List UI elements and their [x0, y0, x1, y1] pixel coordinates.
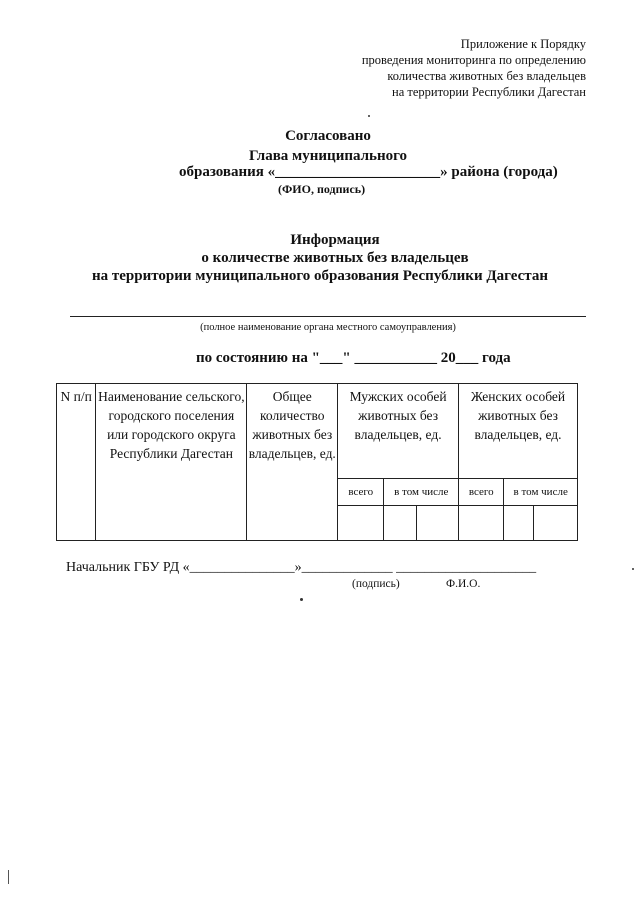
scan-edge-mark — [8, 870, 9, 884]
signature-caption: (подпись) — [352, 578, 400, 590]
header-total-animals: Общее количество животных без владельцев, ед. — [247, 384, 338, 541]
approval-subtitle: Глава муниципального — [248, 148, 408, 164]
cell-female-incl-2 — [533, 506, 577, 541]
header-male-total: всего — [338, 479, 384, 506]
header-male-including: в том числе — [384, 479, 459, 506]
header-settlement-name: Наименование сельского, городского поселения или городского округа Республики Дагестан — [96, 384, 247, 541]
approval-municipality-line: образования «______________________» района (города) — [179, 164, 558, 180]
date-line: по состоянию на "___" ___________ 20___ года — [196, 350, 511, 366]
org-name-caption: (полное наименование органа местного самоуправления) — [200, 322, 456, 333]
appendix-line-1: Приложение к Порядку — [460, 37, 586, 51]
header-female-total: всего — [459, 479, 504, 506]
appendix-block — [362, 36, 586, 100]
cell-female-total — [459, 506, 504, 541]
header-male: Мужских особей животных без владельцев, ед. — [338, 384, 459, 479]
cell-male-incl-2 — [416, 506, 458, 541]
approval-note: (ФИО, подпись) — [278, 182, 366, 196]
cell-male-incl-1 — [384, 506, 416, 541]
header-female: Женских особей животных без владельцев, ед. — [459, 384, 578, 479]
org-name-rule — [70, 316, 586, 317]
scan-speck — [300, 598, 303, 601]
info-subtitle: о количестве животных без владельцев — [201, 250, 469, 266]
info-subtitle-2: на территории муниципального образования Республики Дагестан — [92, 268, 548, 284]
chief-signature-line: Начальник ГБУ РД «_______________»_____________ ____________________ — [66, 560, 537, 575]
scan-speck — [368, 115, 370, 117]
appendix-line-4: на территории Республики Дагестан — [392, 85, 586, 99]
cell-male-total — [338, 506, 384, 541]
header-num: N п/п — [57, 384, 96, 541]
name-caption: Ф.И.О. — [446, 578, 481, 590]
info-title: Информация — [290, 232, 380, 248]
cell-female-incl-1 — [504, 506, 533, 541]
appendix-line-2: проведения мониторинга по определению — [361, 53, 586, 67]
header-female-including: в том числе — [504, 479, 578, 506]
appendix-line-3: количества животных без владельцев — [387, 69, 586, 83]
approval-title: Согласовано — [285, 128, 371, 144]
info-table — [56, 383, 578, 541]
scan-speck — [632, 568, 634, 570]
